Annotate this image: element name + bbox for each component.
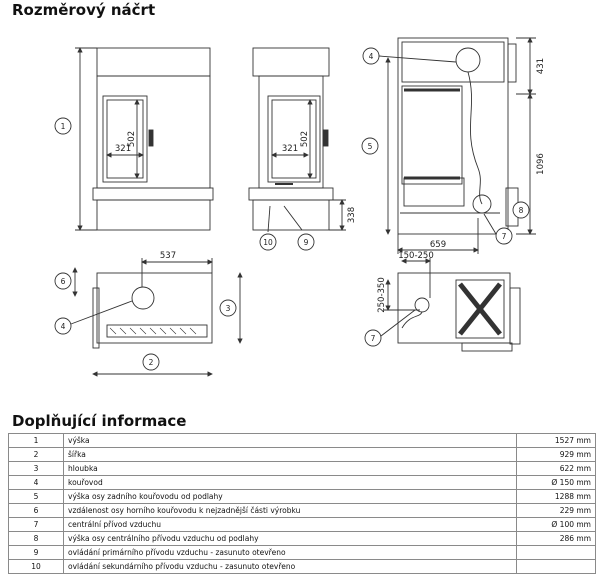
table-row bbox=[9, 434, 596, 448]
table-row bbox=[9, 504, 596, 518]
dim-502-side: 502 bbox=[300, 130, 310, 148]
row-value: Ø 100 mm bbox=[517, 518, 596, 532]
dim-537: 537 bbox=[159, 251, 177, 261]
table-row bbox=[9, 518, 596, 532]
callout-3: 3 bbox=[225, 304, 231, 313]
callout-5: 5 bbox=[367, 142, 373, 151]
dim-338: 338 bbox=[347, 206, 357, 224]
table-row bbox=[9, 462, 596, 476]
specs-table bbox=[8, 433, 596, 574]
row-value: 286 mm bbox=[517, 532, 596, 546]
table-row bbox=[9, 476, 596, 490]
row-value: 622 mm bbox=[517, 462, 596, 476]
callout-4-top: 4 bbox=[368, 52, 374, 61]
row-number: 7 bbox=[9, 518, 64, 532]
row-label: ovládání sekundárního přívodu vzduchu - zasunuto otevřeno bbox=[64, 560, 517, 574]
row-value: 1527 mm bbox=[517, 434, 596, 448]
row-value: Ø 150 mm bbox=[517, 476, 596, 490]
dimension-sketch bbox=[0, 18, 600, 388]
top-view bbox=[75, 258, 240, 374]
table-row bbox=[9, 490, 596, 504]
row-label: výška osy centrálního přívodu vzduchu od podlahy bbox=[64, 532, 517, 546]
row-label: kouřovod bbox=[64, 476, 517, 490]
dim-321-front: 321 bbox=[114, 144, 132, 154]
row-value: 929 mm bbox=[517, 448, 596, 462]
sketch-title: Rozměrový náčrt bbox=[12, 1, 156, 19]
row-label: vzdálenost osy horního kouřovodu k nejzadnější části výrobku bbox=[64, 504, 517, 518]
dim-321-side: 321 bbox=[281, 144, 299, 154]
dim-1096: 1096 bbox=[536, 153, 546, 175]
callout-7-top: 7 bbox=[501, 232, 507, 241]
row-value bbox=[517, 560, 596, 574]
dim-431: 431 bbox=[536, 57, 546, 75]
table-row bbox=[9, 532, 596, 546]
dim-502-front: 502 bbox=[127, 130, 137, 148]
callout-7-bottom: 7 bbox=[370, 334, 376, 343]
row-label: výška bbox=[64, 434, 517, 448]
table-row bbox=[9, 560, 596, 574]
row-number: 6 bbox=[9, 504, 64, 518]
dim-659: 659 bbox=[429, 240, 447, 250]
front-view bbox=[75, 48, 213, 230]
callout-6: 6 bbox=[60, 277, 66, 286]
callout-8: 8 bbox=[518, 206, 524, 215]
callout-2: 2 bbox=[148, 358, 154, 367]
row-label: centrální přívod vzduchu bbox=[64, 518, 517, 532]
bottom-view bbox=[384, 258, 520, 351]
row-number: 4 bbox=[9, 476, 64, 490]
callout-10: 10 bbox=[263, 238, 273, 247]
table-row bbox=[9, 448, 596, 462]
info-title: Doplňující informace bbox=[12, 412, 187, 430]
callout-1: 1 bbox=[60, 122, 66, 131]
table-row bbox=[9, 546, 596, 560]
row-value bbox=[517, 546, 596, 560]
row-value: 1288 mm bbox=[517, 490, 596, 504]
callout-4-bottom: 4 bbox=[60, 322, 66, 331]
row-label: ovládání primárního přívodu vzduchu - zasunuto otevřeno bbox=[64, 546, 517, 560]
row-number: 1 bbox=[9, 434, 64, 448]
callout-9: 9 bbox=[303, 238, 309, 247]
row-label: výška osy zadního kouřovodu od podlahy bbox=[64, 490, 517, 504]
row-number: 8 bbox=[9, 532, 64, 546]
row-number: 2 bbox=[9, 448, 64, 462]
dim-250-350: 250-350 bbox=[377, 277, 387, 313]
row-label: hloubka bbox=[64, 462, 517, 476]
row-label: šířka bbox=[64, 448, 517, 462]
section-view bbox=[388, 38, 536, 254]
row-number: 10 bbox=[9, 560, 64, 574]
row-number: 3 bbox=[9, 462, 64, 476]
row-number: 5 bbox=[9, 490, 64, 504]
row-value: 229 mm bbox=[517, 504, 596, 518]
row-number: 9 bbox=[9, 546, 64, 560]
side-view bbox=[249, 48, 346, 232]
dim-150-250: 150-250 bbox=[398, 251, 434, 261]
